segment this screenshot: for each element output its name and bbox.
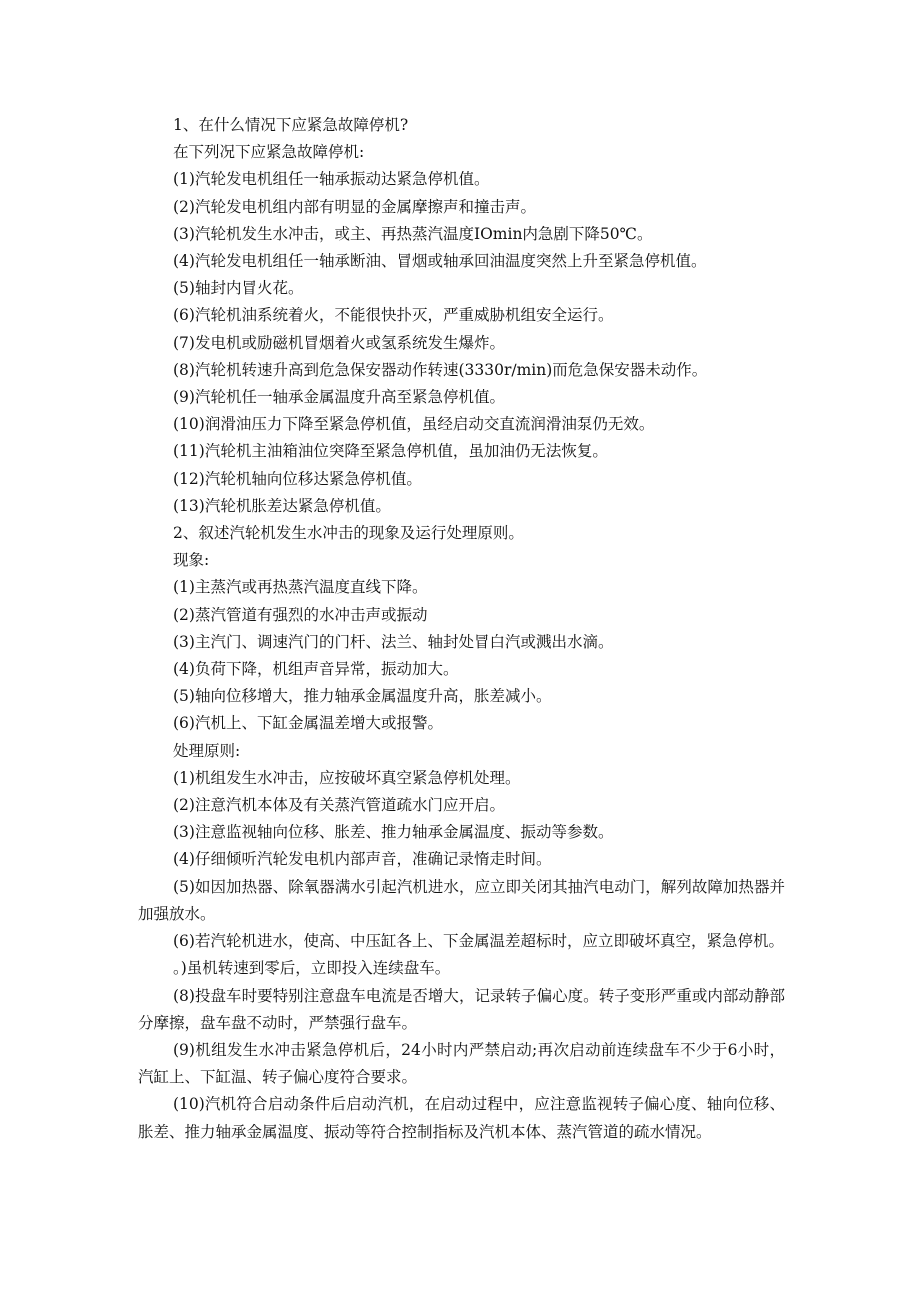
list-item: (13)汽轮机胀差达紧急停机值。: [173, 496, 391, 515]
list-item: (3)注意监视轴向位移、胀差、推力轴承金属温度、振动等参数。: [173, 823, 614, 842]
list-item: (8)投盘车时要特别注意盘车电流是否增大，记录转子偏心度。转子变形严重或内部动静部分摩擦，盘车盘不动时，严禁强行盘车。: [138, 986, 785, 1032]
phenomena-label: 现象:: [173, 551, 210, 570]
section2-heading: 2、叙述汽轮机发生水冲击的现象及运行处理原则。: [173, 524, 524, 543]
list-item: (4)汽轮发电机组任一轴承断油、冒烟或轴承回油温度突然上升至紧急停机值。: [173, 252, 707, 271]
list-item: (7)发电机或励磁机冒烟着火或氢系统发生爆炸。: [173, 333, 505, 352]
list-item: (1)主蒸汽或再热蒸汽温度直线下降。: [173, 578, 428, 597]
principles-label: 处理原则:: [173, 741, 241, 760]
list-item: (1)汽轮发电机组任一轴承振动达紧急停机值。: [173, 170, 490, 189]
document-body: [138, 112, 785, 1146]
list-item: (9)机组发生水冲击紧急停机后，24小时内严禁启动;再次启动前连续盘车不少于6小时，汽缸上、下缸温、转子偏心度符合要求。: [138, 1040, 785, 1087]
section1-heading: 1、在什么情况下应紧急故障停机?: [173, 116, 409, 134]
list-item: (6)若汽轮机进水，使高、中压缸各上、下金属温差超标时，应立即破坏真空，紧急停机。: [173, 932, 784, 951]
list-item: (10)汽机符合启动条件后启动汽机，在启动过程中，应注意监视转子偏心度、轴向位移、胀差、推力轴承金属温度、振动等符合控制指标及汽机本体、蒸汽管道的疏水情况。: [138, 1095, 785, 1141]
list-item: (3)汽轮机发生水冲击，或主、再热蒸汽温度IOmin内急剧下降50℃。: [173, 224, 653, 243]
list-item: (4)负荷下降，机组声音异常，振动加大。: [173, 660, 459, 679]
list-item: (5)轴向位移增大，推力轴承金属温度升高，胀差减小。: [173, 687, 552, 706]
list-item: (11)汽轮机主油箱油位突降至紧急停机值，虽加油仍无法恢复。: [173, 442, 608, 461]
list-item: (10)润滑油压力下降至紧急停机值，虽经启动交直流润滑油泵仍无效。: [173, 415, 655, 434]
phenomena-list: [173, 574, 785, 737]
list-item: (2)蒸汽管道有强烈的水冲击声或振动: [173, 605, 428, 624]
list-item: (3)主汽门、调速汽门的门杆、法兰、轴封处冒白汽或溅出水滴。: [173, 632, 614, 651]
list-item: (9)汽轮机任一轴承金属温度升高至紧急停机值。: [173, 388, 505, 407]
list-item: (2)注意汽机本体及有关蒸汽管道疏水门应开启。: [173, 796, 505, 815]
section1-list: [173, 166, 785, 520]
list-item: (5)如因加热器、除氧器满水引起汽机进水，应立即关闭其抽汽电动门，解列故障加热器并加强放水。: [138, 877, 785, 923]
principles-list: [138, 765, 785, 1146]
list-item: 。)虽机转速到零后，立即投入连续盘车。: [173, 959, 451, 978]
list-item: (1)机组发生水冲击，应按破坏真空紧急停机处理。: [173, 768, 521, 787]
section1-intro: 在下列况下应紧急故障停机:: [173, 143, 365, 162]
list-item: (2)汽轮发电机组内部有明显的金属摩擦声和撞击声。: [173, 197, 536, 216]
list-item: (6)汽轮机油系统着火，不能很快扑灭，严重威胁机组安全运行。: [173, 306, 614, 325]
list-item: (4)仔细倾听汽轮发电机内部声音，准确记录惰走时间。: [173, 850, 552, 869]
list-item: (12)汽轮机轴向位移达紧急停机值。: [173, 469, 422, 488]
list-item: (8)汽轮机转速升高到危急保安器动作转速(3330r∕min)而危急保安器未动作。: [173, 360, 708, 379]
list-item: (5)轴封内冒火花。: [173, 279, 304, 298]
list-item: (6)汽机上、下缸金属温差增大或报警。: [173, 714, 443, 733]
